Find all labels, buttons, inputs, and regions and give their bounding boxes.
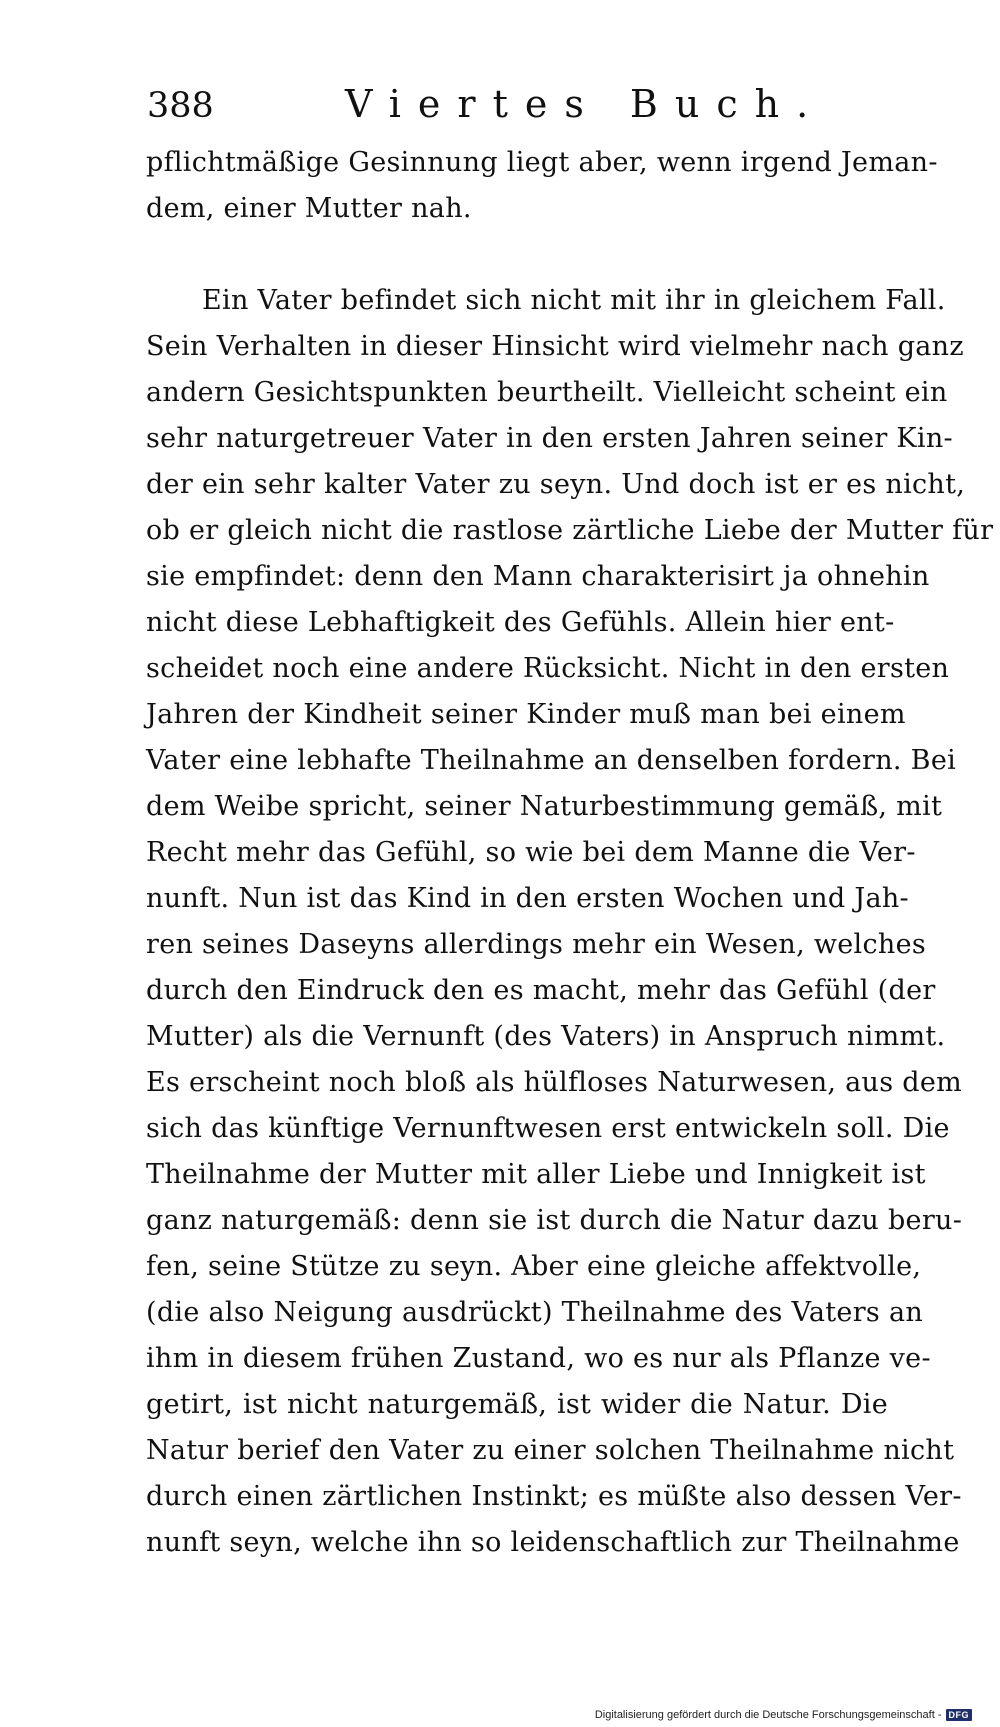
text-line: Es erscheint noch bloß als hülfloses Naturwesen, aus dem <box>146 1067 963 1098</box>
paragraph-2 <box>146 278 994 1566</box>
text-line: nunft. Nun ist das Kind in den ersten Wochen und Jah- <box>146 883 909 914</box>
text-line: Mutter) als die Vernunft (des Vaters) in Anspruch nimmt. <box>146 1021 946 1052</box>
text-line: sich das künftige Vernunftwesen erst entwickeln soll. Die <box>146 1113 950 1144</box>
text-line: Vater eine lebhafte Theilnahme an denselben fordern. Bei <box>146 745 957 776</box>
text-line: der ein sehr kalter Vater zu seyn. Und doch ist er es nicht, <box>146 469 966 500</box>
text-line: getirt, ist nicht naturgemäß, ist wider die Natur. Die <box>146 1389 888 1420</box>
text-line: nicht diese Lebhaftigkeit des Gefühls. Allein hier ent- <box>146 607 895 638</box>
text-line: ren seines Daseyns allerdings mehr ein Wesen, welches <box>146 929 927 960</box>
text-line: dem Weibe spricht, seiner Naturbestimmung gemäß, mit <box>146 791 943 822</box>
text-line: Sein Verhalten in dieser Hinsicht wird vielmehr nach ganz <box>146 331 964 362</box>
text-line: ob er gleich nicht die rastlose zärtliche Liebe der Mutter für <box>146 515 994 546</box>
text-line: ganz naturgemäß: denn sie ist durch die Natur dazu beru- <box>146 1205 963 1236</box>
text-line: Theilnahme der Mutter mit aller Liebe und Innigkeit ist <box>146 1159 926 1190</box>
text-line: scheidet noch eine andere Rücksicht. Nicht in den ersten <box>146 653 950 684</box>
text-line: (die also Neigung ausdrückt) Theilnahme des Vaters an <box>146 1297 924 1328</box>
text-line: durch den Eindruck den es macht, mehr das Gefühl (der <box>146 975 936 1006</box>
text-line: sehr naturgetreuer Vater in den ersten Jahren seiner Kin- <box>146 423 953 454</box>
text-line: sie empfindet: denn den Mann charakterisirt ja ohnehin <box>146 561 930 592</box>
text-line: nunft seyn, welche ihn so leidenschaftlich zur Theilnahme <box>146 1527 960 1558</box>
page-number: 388 <box>147 86 214 126</box>
text-line: durch einen zärtlichen Instinkt; es müßte also dessen Ver- <box>146 1481 962 1512</box>
paragraph-1 <box>146 140 938 232</box>
running-head: Viertes Buch. <box>345 82 826 126</box>
text-line: Ein Vater befindet sich nicht mit ihr in gleichem Fall. <box>202 285 946 316</box>
text-line: Natur berief den Vater zu einer solchen Theilnahme nicht <box>146 1435 955 1466</box>
dfg-logo: DFG <box>946 1709 973 1721</box>
digitization-credit <box>595 1709 972 1721</box>
text-line: ihm in diesem frühen Zustand, wo es nur als Pflanze ve- <box>146 1343 931 1374</box>
text-line: Jahren der Kindheit seiner Kinder muß man bei einem <box>146 699 906 730</box>
paragraph-spacer <box>146 232 888 278</box>
text-line: fen, seine Stütze zu seyn. Aber eine gleiche affektvolle, <box>146 1251 922 1282</box>
body-text <box>146 140 994 1566</box>
text-line: Recht mehr das Gefühl, so wie bei dem Manne die Ver- <box>146 837 916 868</box>
text-line: pflichtmäßige Gesinnung liegt aber, wenn irgend Jeman- <box>146 147 938 178</box>
text-line: dem, einer Mutter nah. <box>146 193 472 224</box>
credit-text: Digitalisierung gefördert durch die Deutsche Forschungsgemeinschaft - <box>594 1709 942 1721</box>
page-header <box>0 72 1000 132</box>
text-line: andern Gesichtspunkten beurtheilt. Vielleicht scheint ein <box>146 377 948 408</box>
